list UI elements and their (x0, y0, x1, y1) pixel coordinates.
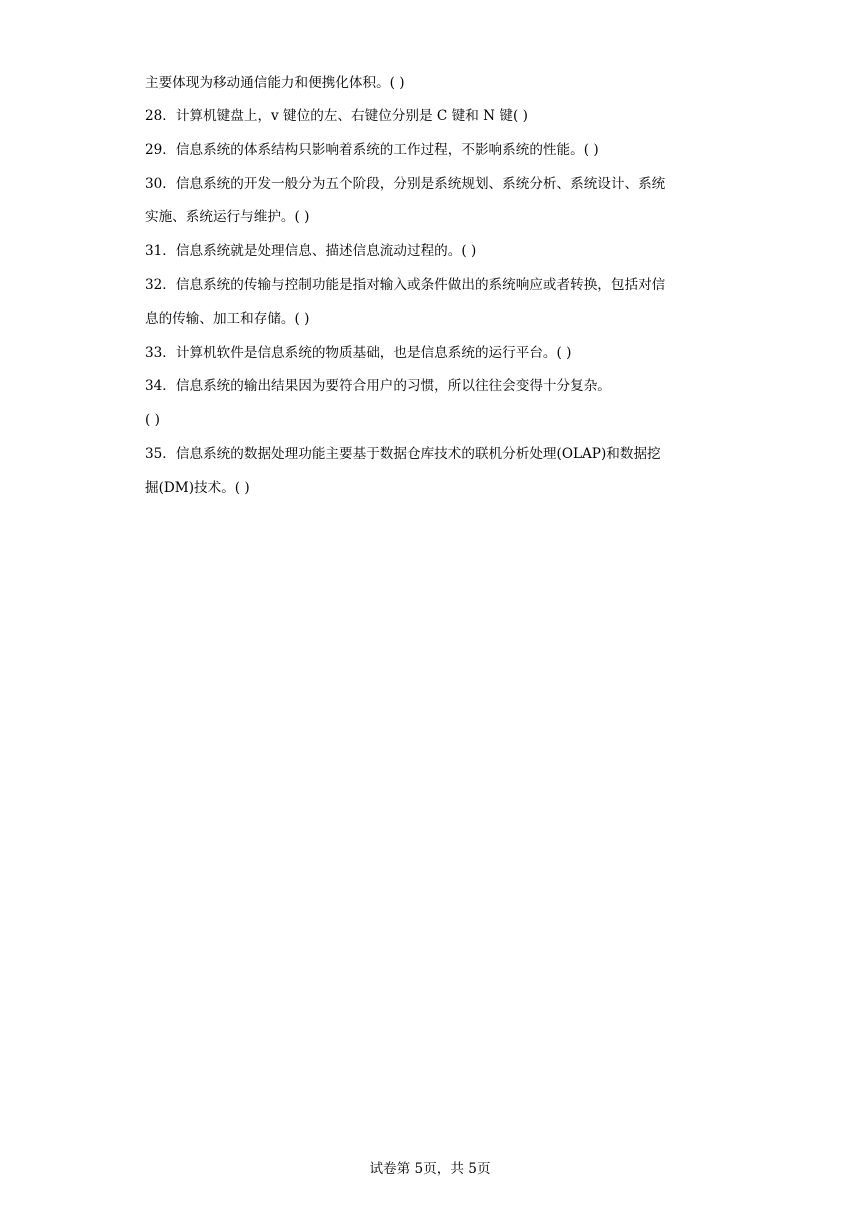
question-30-line-2: 实施、系统运行与维护。( ) (145, 209, 310, 225)
continued-question-27-text: 主要体现为移动通信能力和便携化体积。( ) (145, 75, 405, 91)
page-footer: 试卷第 5页，共 5页 (369, 1161, 491, 1177)
question-34-line-1: 34．信息系统的输出结果因为要符合用户的习惯，所以往往会变得十分复杂。 (145, 378, 611, 394)
question-30-line-1: 30．信息系统的开发一般分为五个阶段，分别是系统规划、系统分析、系统设计、系统 (145, 176, 666, 192)
question-31: 31．信息系统就是处理信息、描述信息流动过程的。( ) (145, 243, 477, 259)
question-32-line-2: 息的传输、加工和存储。( ) (145, 311, 310, 327)
question-33: 33．计算机软件是信息系统的物质基础，也是信息系统的运行平台。( ) (145, 345, 572, 361)
question-34-answer-blank: ( ) (145, 412, 160, 428)
question-35-line-1: 35．信息系统的数据处理功能主要基于数据仓库技术的联机分析处理(OLAP)和数据挖 (145, 446, 661, 462)
question-29: 29．信息系统的体系结构只影响着系统的工作过程，不影响系统的性能。( ) (145, 142, 599, 158)
question-28: 28．计算机键盘上，v 键位的左、右键位分别是 C 键和 N 键( ) (145, 108, 528, 124)
question-32-line-1: 32．信息系统的传输与控制功能是指对输入或条件做出的系统响应或者转换，包括对信 (145, 277, 666, 293)
question-35-line-2: 掘(DM)技术。( ) (145, 480, 250, 496)
